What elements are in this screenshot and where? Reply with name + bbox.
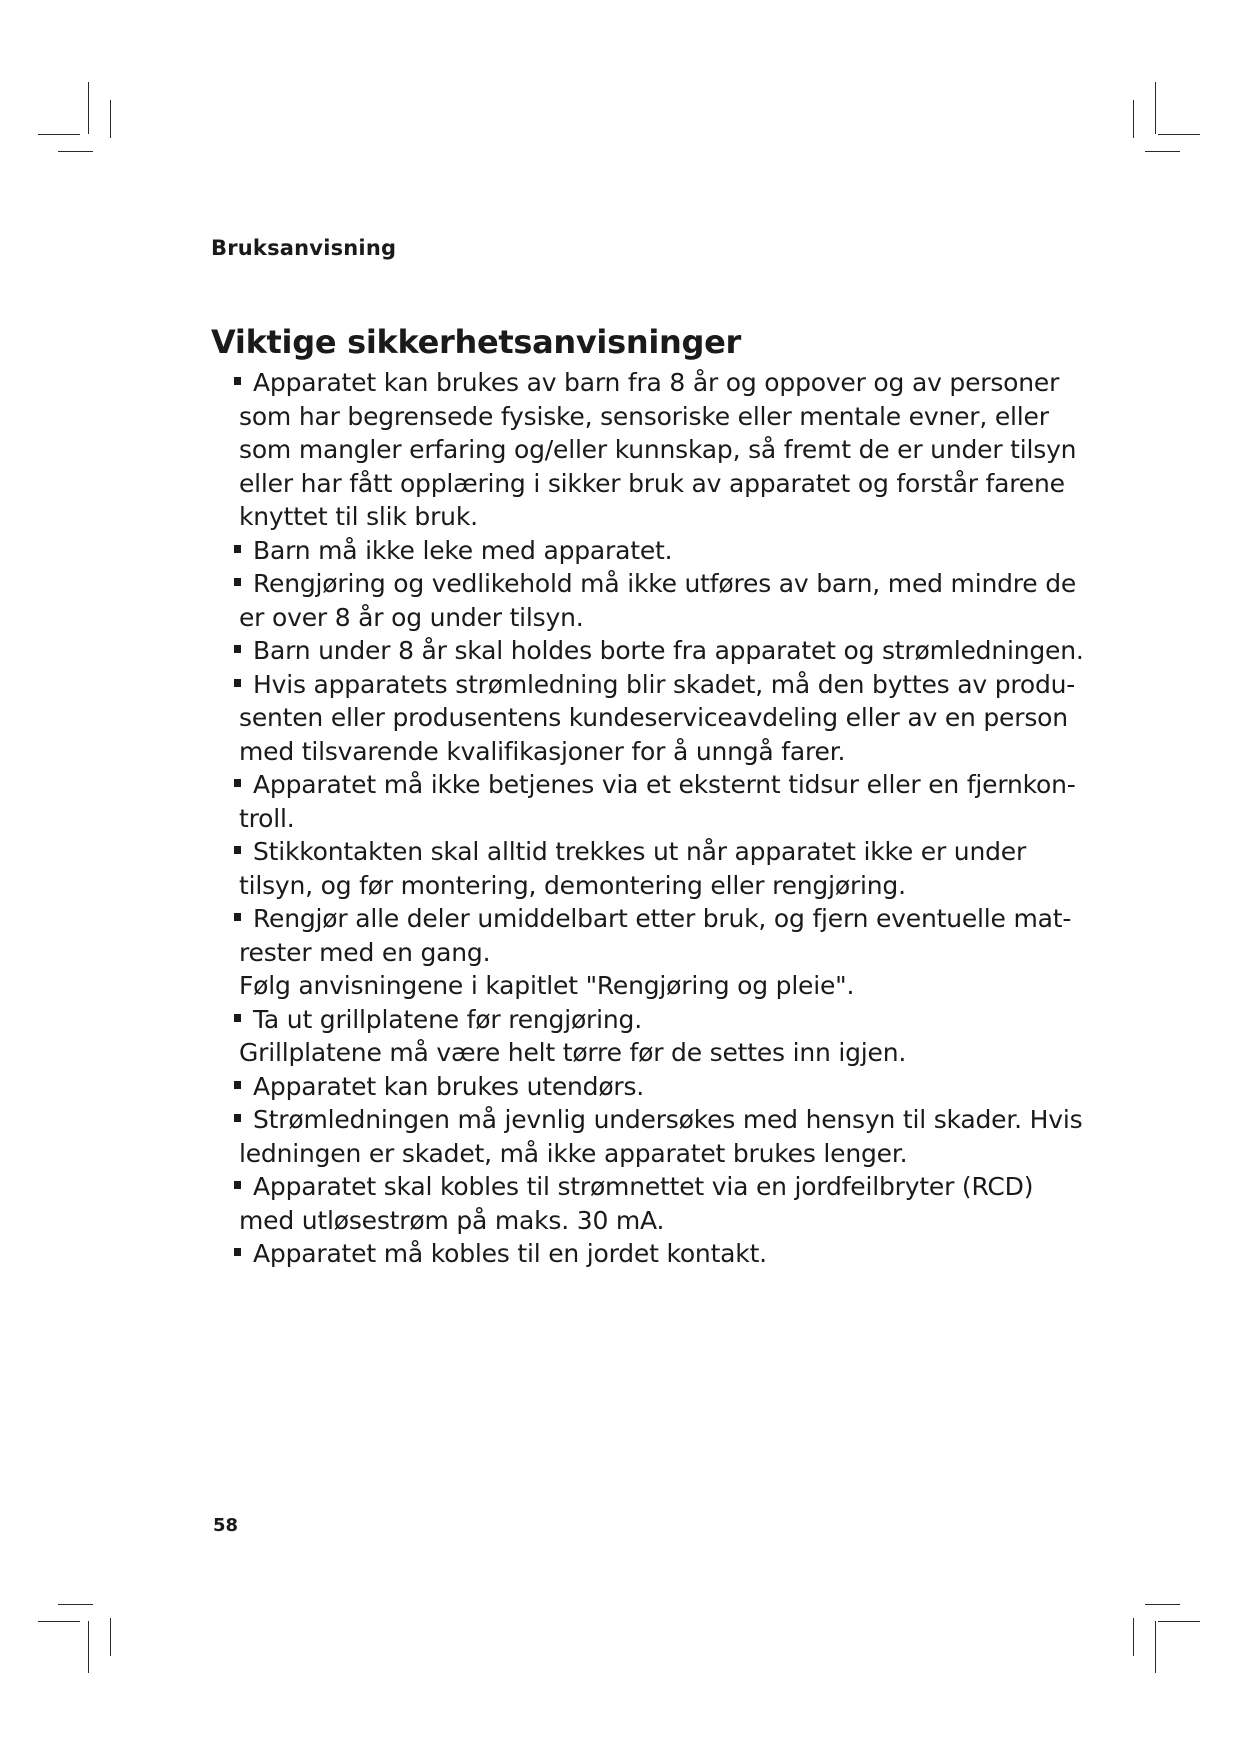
- square-bullet-icon: [234, 377, 241, 385]
- safety-instructions-list: [230, 366, 1090, 1271]
- list-item-text: Hvis apparatets strømledning blir skadet, må den byttes av produ-: [253, 669, 1076, 699]
- list-item: [230, 768, 1090, 835]
- square-bullet-icon: [234, 913, 241, 921]
- list-item-text: som mangler erfaring og/eller kunnskap, så fremt de er under tilsyn: [239, 435, 1077, 464]
- list-item-text: knyttet til slik bruk.: [239, 502, 478, 531]
- list-item-text: Apparatet skal kobles til strømnettet via en jordfeilbryter (RCD): [253, 1172, 1034, 1201]
- list-item-text: Apparatet kan brukes av barn fra 8 år og oppover og av personer: [253, 368, 1060, 397]
- page-number: 58: [213, 1515, 239, 1536]
- list-item-text: Apparatet må kobles til en jordet kontakt.: [253, 1239, 767, 1268]
- square-bullet-icon: [234, 779, 241, 787]
- crop-mark: [1145, 1604, 1180, 1605]
- crop-mark: [38, 1621, 80, 1622]
- square-bullet-icon: [234, 1081, 241, 1089]
- list-item: [230, 366, 1090, 534]
- list-item-text: rester med en gang.: [239, 937, 491, 967]
- list-item-text: Rengjøring og vedlikehold må ikke utføres av barn, med mindre de: [253, 569, 1077, 598]
- crop-mark: [58, 151, 93, 152]
- list-item-text: Strømledningen må jevnlig undersøkes med hensyn til skader. Hvis: [253, 1105, 1083, 1134]
- crop-mark: [1158, 1621, 1200, 1622]
- list-item-text: eller har fått opplæring i sikker bruk av apparatet og forstår farene: [239, 468, 1065, 498]
- list-item-text: er over 8 år og under tilsyn.: [239, 602, 584, 632]
- square-bullet-icon: [234, 1181, 241, 1189]
- list-item-text: Ta ut grillplatene før rengjøring.: [253, 1004, 642, 1034]
- crop-mark: [38, 134, 80, 135]
- crop-mark: [1158, 134, 1200, 135]
- list-item-text: med tilsvarende kvalifikasjoner for å unngå farer.: [239, 736, 846, 766]
- list-item: [230, 634, 1090, 668]
- list-item: [230, 1003, 1090, 1070]
- square-bullet-icon: [234, 1248, 241, 1256]
- crop-mark: [88, 82, 89, 134]
- list-item-text: som har begrensede fysiske, sensoriske eller mentale evner, eller: [239, 401, 1049, 431]
- list-item-text: ledningen er skadet, må ikke apparatet brukes lenger.: [239, 1138, 908, 1168]
- crop-mark: [58, 1604, 93, 1605]
- crop-mark: [110, 100, 111, 138]
- square-bullet-icon: [234, 645, 241, 653]
- list-item-text: Apparatet kan brukes utendørs.: [253, 1071, 645, 1101]
- list-item: [230, 1237, 1090, 1271]
- list-item: [230, 567, 1090, 634]
- square-bullet-icon: [234, 846, 241, 854]
- crop-mark: [1145, 151, 1180, 152]
- list-item: [230, 668, 1090, 769]
- list-item-text: Barn under 8 år skal holdes borte fra apparatet og strømledningen.: [253, 636, 1084, 665]
- section-title: Viktige sikkerhetsanvisninger: [211, 323, 741, 361]
- running-header: Bruksanvisning: [211, 236, 397, 260]
- list-item-text: Barn må ikke leke med apparatet.: [253, 535, 673, 565]
- list-item: [230, 1070, 1090, 1104]
- crop-mark: [1133, 100, 1134, 138]
- list-item-text: senten eller produsentens kundeserviceavdeling eller av en person: [239, 703, 1068, 732]
- crop-mark: [1133, 1618, 1134, 1656]
- list-item-text: med utløsestrøm på maks. 30 mA.: [239, 1205, 665, 1235]
- list-item-text: troll.: [239, 803, 295, 833]
- list-item: [230, 534, 1090, 568]
- list-item: [230, 1103, 1090, 1170]
- square-bullet-icon: [234, 545, 241, 553]
- list-item: [230, 1170, 1090, 1237]
- square-bullet-icon: [234, 1114, 241, 1122]
- square-bullet-icon: [234, 578, 241, 586]
- crop-mark: [1155, 82, 1156, 134]
- list-item: [230, 835, 1090, 902]
- list-item-text: Rengjør alle deler umiddelbart etter bruk, og fjern eventuelle mat-: [253, 904, 1072, 933]
- list-item-text: Apparatet må ikke betjenes via et eksternt tidsur eller en fjernkon-: [253, 770, 1076, 799]
- list-item: [230, 902, 1090, 1003]
- square-bullet-icon: [234, 1014, 241, 1022]
- crop-mark: [1155, 1621, 1156, 1673]
- list-item-text: Stikkontakten skal alltid trekkes ut når apparatet ikke er under: [253, 837, 1027, 866]
- list-item-text: tilsyn, og før montering, demontering eller rengjøring.: [239, 870, 906, 900]
- square-bullet-icon: [234, 679, 241, 687]
- list-item-text: Følg anvisningene i kapitlet "Rengjøring og pleie".: [239, 971, 855, 1000]
- crop-mark: [88, 1621, 89, 1673]
- crop-mark: [110, 1618, 111, 1656]
- list-item-text: Grillplatene må være helt tørre før de settes inn igjen.: [239, 1038, 907, 1067]
